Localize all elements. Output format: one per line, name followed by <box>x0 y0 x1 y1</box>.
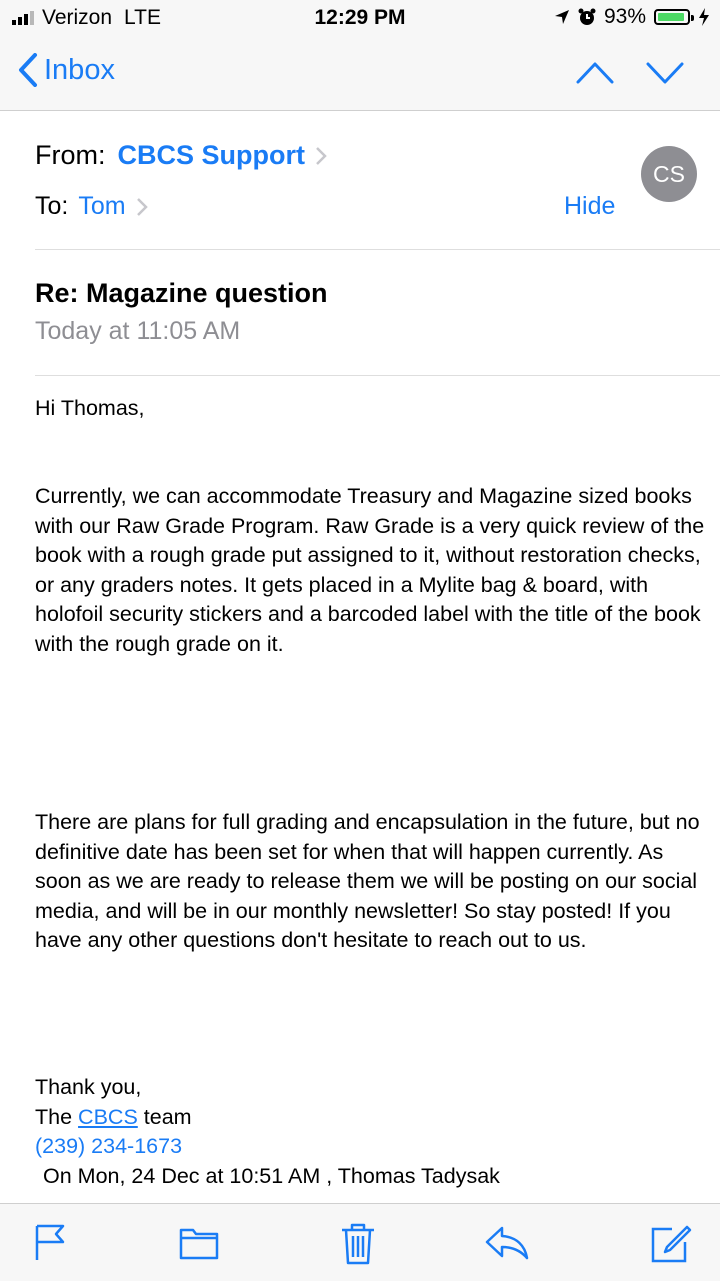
charging-bolt-icon <box>698 8 710 26</box>
back-to-inbox-button[interactable] <box>18 53 115 87</box>
to-label: To: <box>35 192 69 220</box>
bottom-toolbar <box>0 1203 720 1281</box>
quoted-message-header: On Mon, 24 Dec at 10:51 AM , Thomas Tadysak <box>43 1164 500 1188</box>
chevron-down-icon <box>645 56 685 88</box>
email-greeting: Hi Thomas, <box>35 396 145 420</box>
battery-icon <box>654 9 690 25</box>
reply-button[interactable] <box>484 1222 530 1267</box>
cbcs-link[interactable]: CBCS <box>78 1105 138 1129</box>
back-label: Inbox <box>44 53 115 86</box>
previous-message-button[interactable] <box>575 56 615 93</box>
recipient-name-link[interactable]: Tom <box>78 192 126 220</box>
delete-button[interactable] <box>340 1222 376 1271</box>
carrier-name: Verizon <box>42 6 113 29</box>
hide-details-button[interactable]: Hide <box>564 192 616 220</box>
sender-name-link[interactable]: CBCS Support <box>117 140 305 170</box>
status-time: 12:29 PM <box>314 6 406 29</box>
chevron-left-icon <box>18 53 38 87</box>
compose-button[interactable] <box>650 1222 692 1269</box>
trash-icon <box>340 1222 376 1266</box>
team-prefix: The <box>35 1105 73 1129</box>
from-row <box>35 140 327 171</box>
to-row <box>35 192 148 221</box>
email-paragraph-2: There are plans for full grading and encapsulation in the future, but no definitive date has been set for when that will happen currently. As soon as we are ready to release them we will be posting on our social media, and will be in our monthly newsletter! So stay posted! If you have any other questions don't hesitate to reach out to us. <box>35 810 700 952</box>
compose-icon <box>650 1222 692 1264</box>
email-signoff: Thank you, <box>35 1075 142 1099</box>
email-paragraph-1: Currently, we can accommodate Treasury and Magazine sized books with our Raw Grade Program. Raw Grade is a very quick review of the book with a rough grade put assigned to it, without restoration checks, or any graders notes. It gets placed in a Mylite bag & board, with holofoil security stickers and a barcoded label with the title of the book with the rough grade on it. <box>35 484 705 656</box>
status-bar <box>0 0 720 36</box>
chevron-up-icon <box>575 56 615 88</box>
nav-bar <box>0 36 720 111</box>
flag-icon <box>34 1222 66 1262</box>
email-signature-team <box>35 1103 705 1133</box>
move-to-folder-button[interactable] <box>178 1222 220 1267</box>
alarm-clock-icon <box>578 8 596 26</box>
location-arrow-icon <box>554 9 570 25</box>
phone-number-link[interactable]: (239) 234-1673 <box>35 1134 183 1158</box>
subject-divider <box>35 375 720 376</box>
next-message-button[interactable] <box>645 56 685 93</box>
sender-avatar: CS <box>641 146 697 202</box>
chevron-right-icon <box>315 146 327 166</box>
flag-button[interactable] <box>34 1222 66 1267</box>
reply-icon <box>484 1222 530 1262</box>
email-subject: Re: Magazine question <box>35 278 328 308</box>
folder-icon <box>178 1222 220 1262</box>
from-label: From: <box>35 140 106 170</box>
network-type: LTE <box>124 6 162 29</box>
chevron-right-icon <box>136 197 148 217</box>
header-divider <box>35 249 720 250</box>
battery-percent: 93% <box>603 5 646 28</box>
team-suffix: team <box>143 1105 192 1129</box>
email-date: Today at 11:05 AM <box>35 317 241 345</box>
